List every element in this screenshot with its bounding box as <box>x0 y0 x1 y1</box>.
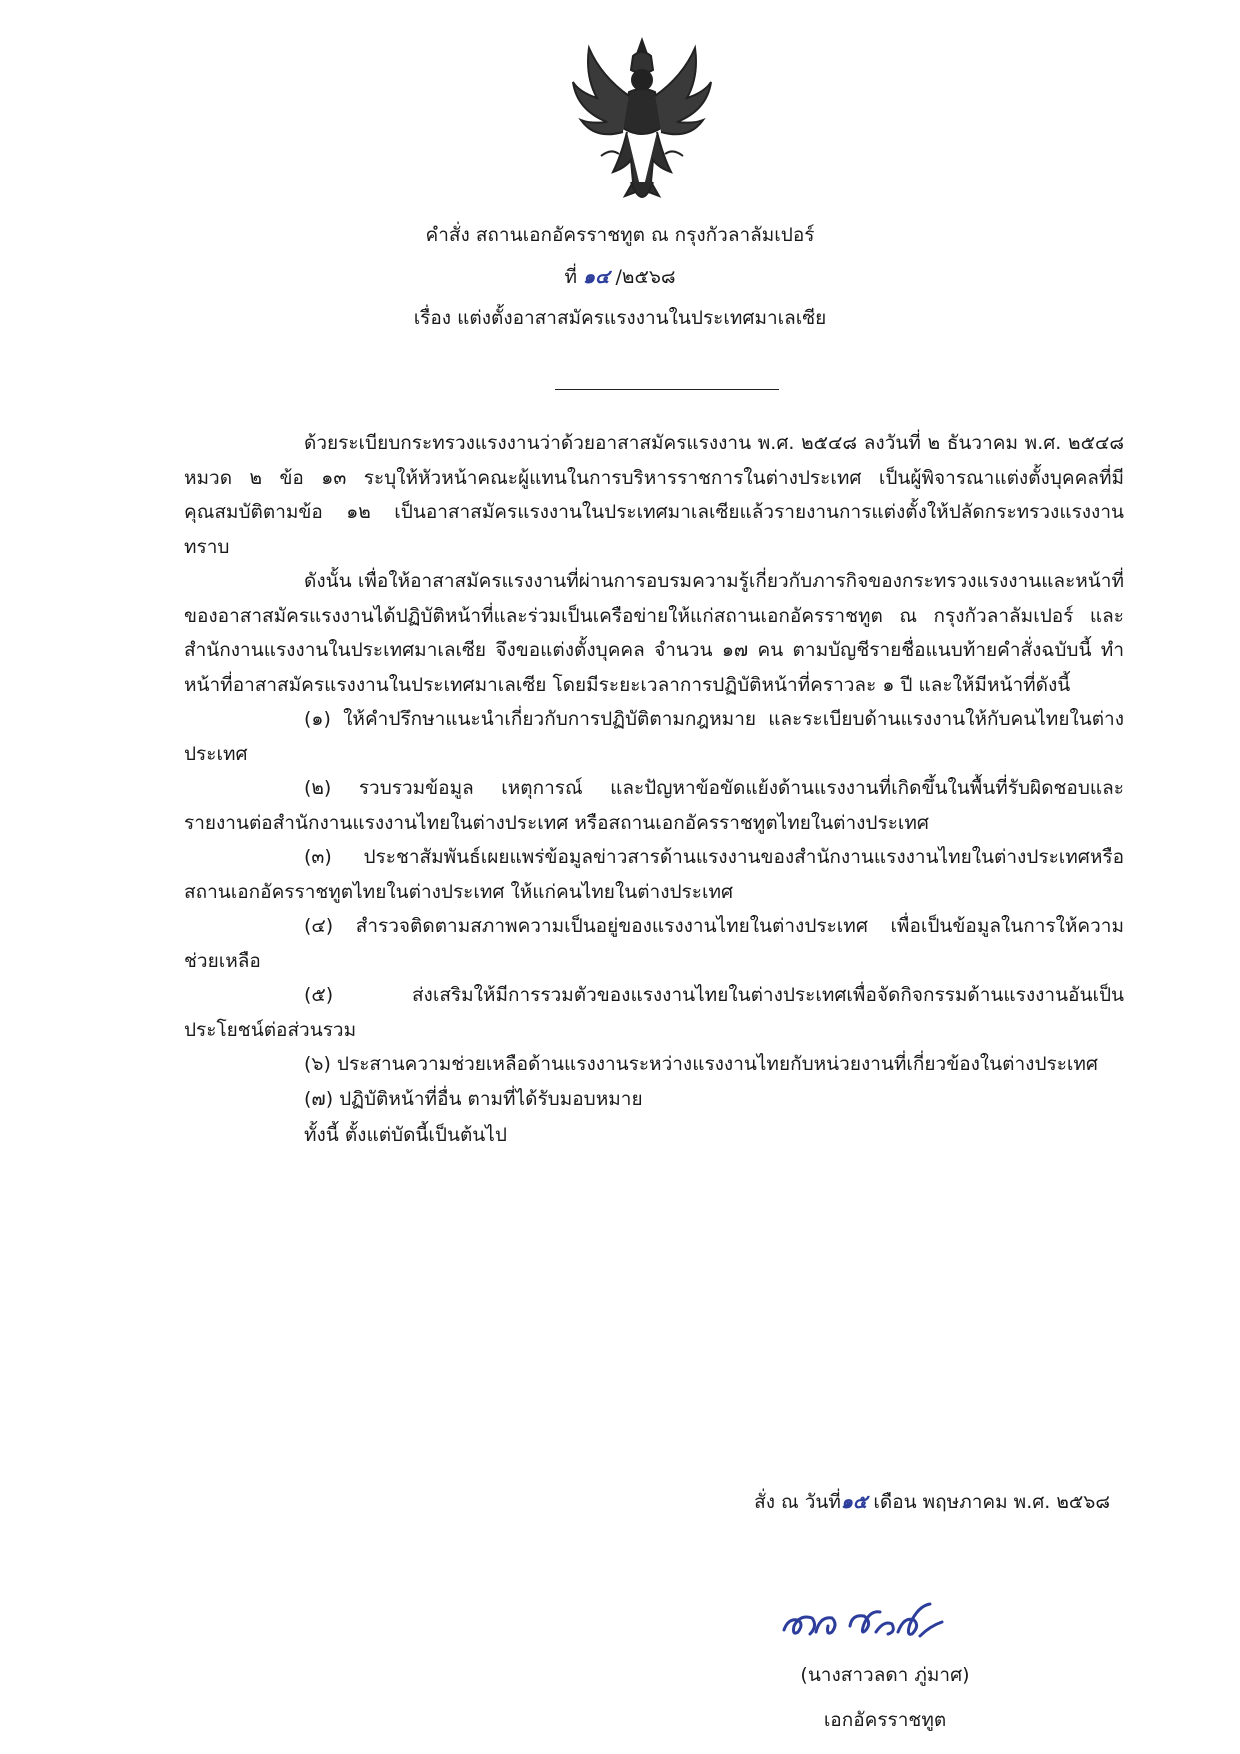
signer-name: (นางสาวลดา ภู่มาศ) <box>800 1664 970 1686</box>
duty-item-6: (๖) ประสานความช่วยเหลือด้านแรงงานระหว่างแรงงานไทยกับหน่วยงานที่เกี่ยวข้องในต่างประเทศ <box>304 1053 1098 1075</box>
garuda-emblem-icon <box>571 36 713 212</box>
signature-icon <box>780 1596 950 1644</box>
order-number <box>0 265 1240 289</box>
signer-title: เอกอัครราชทูต <box>823 1709 947 1731</box>
duty-item-4: (๔) สำรวจติดตามสภาพความเป็นอยู่ของแรงงานไทยในต่างประเทศ เพื่อเป็นข้อมูลในการให้ความช่วยเหลือ <box>184 915 1124 972</box>
order-number-suffix: /๒๕๖๘ <box>615 266 676 288</box>
body-paragraph-1: ด้วยระเบียบกระทรวงแรงงานว่าด้วยอาสาสมัครแรงงาน พ.ศ. ๒๕๔๘ ลงวันที่ ๒ ธันวาคม พ.ศ. ๒๕๔๘ หมวด ๒ ข้อ ๑๓ ระบุให้หัวหน้าคณะผู้แทนในการบริหารราชการในต่างประเทศ เป็นผู้พิจารณาแต่งตั้งบุคคลที่มีคุณสมบัติตามข้อ ๑๒ เป็นอาสาสมัครแรงงานในประเทศมาเลเซียแล้วรายงานการแต่งตั้งให้ปลัดกระทรวงแรงงานทราบ <box>184 432 1124 558</box>
order-heading: คำสั่ง สถานเอกอัครราชทูต ณ กรุงกัวลาลัมเปอร์ <box>425 224 815 246</box>
subject-line: เรื่อง แต่งตั้งอาสาสมัครแรงงานในประเทศมาเลเซีย <box>413 307 827 329</box>
duty-item-2: (๒) รวบรวมข้อมูล เหตุการณ์ และปัญหาข้อขัดแย้งด้านแรงงานที่เกิดขึ้นในพื้นที่รับผิดชอบและรายงานต่อสำนักงานแรงงานไทยในต่างประเทศ หรือสถานเอกอัครราชทูตไทยในต่างประเทศ <box>184 777 1124 834</box>
order-body <box>184 426 1124 1153</box>
order-date-suffix: เดือน พฤษภาคม พ.ศ. ๒๕๖๘ <box>873 1491 1110 1513</box>
order-date-prefix: สั่ง ณ วันที่ <box>754 1491 841 1513</box>
duty-item-7: (๗) ปฏิบัติหน้าที่อื่น ตามที่ได้รับมอบหมาย <box>304 1087 643 1110</box>
order-number-handwritten: ๑๔ <box>583 266 610 288</box>
duty-item-3: (๓) ประชาสัมพันธ์เผยแพร่ข้อมูลข่าวสารด้านแรงงานของสำนักงานแรงงานไทยในต่างประเทศหรือสถานเอกอัครราชทูตไทยในต่างประเทศ ให้แก่คนไทยในต่างประเทศ <box>184 846 1124 903</box>
body-paragraph-2: ดังนั้น เพื่อให้อาสาสมัครแรงงานที่ผ่านการอบรมความรู้เกี่ยวกับภารกิจของกระทรวงแรงงานและหน้าที่ของอาสาสมัครแรงงานได้ปฏิบัติหน้าที่และร่วมเป็นเครือข่ายให้แก่สถานเอกอัครราชทูต ณ กรุงกัวลาลัมเปอร์ และสำนักงานแรงงานในประเทศมาเลเซีย จึงขอแต่งตั้งบุคคล จำนวน ๑๗ คน ตามบัญชีรายชื่อแนบท้ายคำสั่งฉบับนี้ ทำหน้าที่อาสาสมัครแรงงานในประเทศมาเลเซีย โดยมีระยะเวลาการปฏิบัติหน้าที่คราวละ ๑ ปี และให้มีหน้าที่ดังนี้ <box>184 570 1124 696</box>
closing-line: ทั้งนี้ ตั้งแต่บัดนี้เป็นต้นไป <box>304 1124 507 1146</box>
order-date <box>754 1490 1110 1514</box>
order-number-prefix: ที่ <box>564 266 577 288</box>
duty-item-1: (๑) ให้คำปรึกษาแนะนำเกี่ยวกับการปฏิบัติตามกฎหมาย และระเบียบด้านแรงงานให้กับคนไทยในต่างประเทศ <box>184 708 1124 765</box>
divider-rule <box>555 389 779 390</box>
order-date-day-handwritten: ๑๕ <box>840 1491 868 1513</box>
duty-item-5: (๕) ส่งเสริมให้มีการรวมตัวของแรงงานไทยในต่างประเทศเพื่อจัดกิจกรรมด้านแรงงานอันเป็นประโยชน์ต่อส่วนรวม <box>184 984 1124 1041</box>
